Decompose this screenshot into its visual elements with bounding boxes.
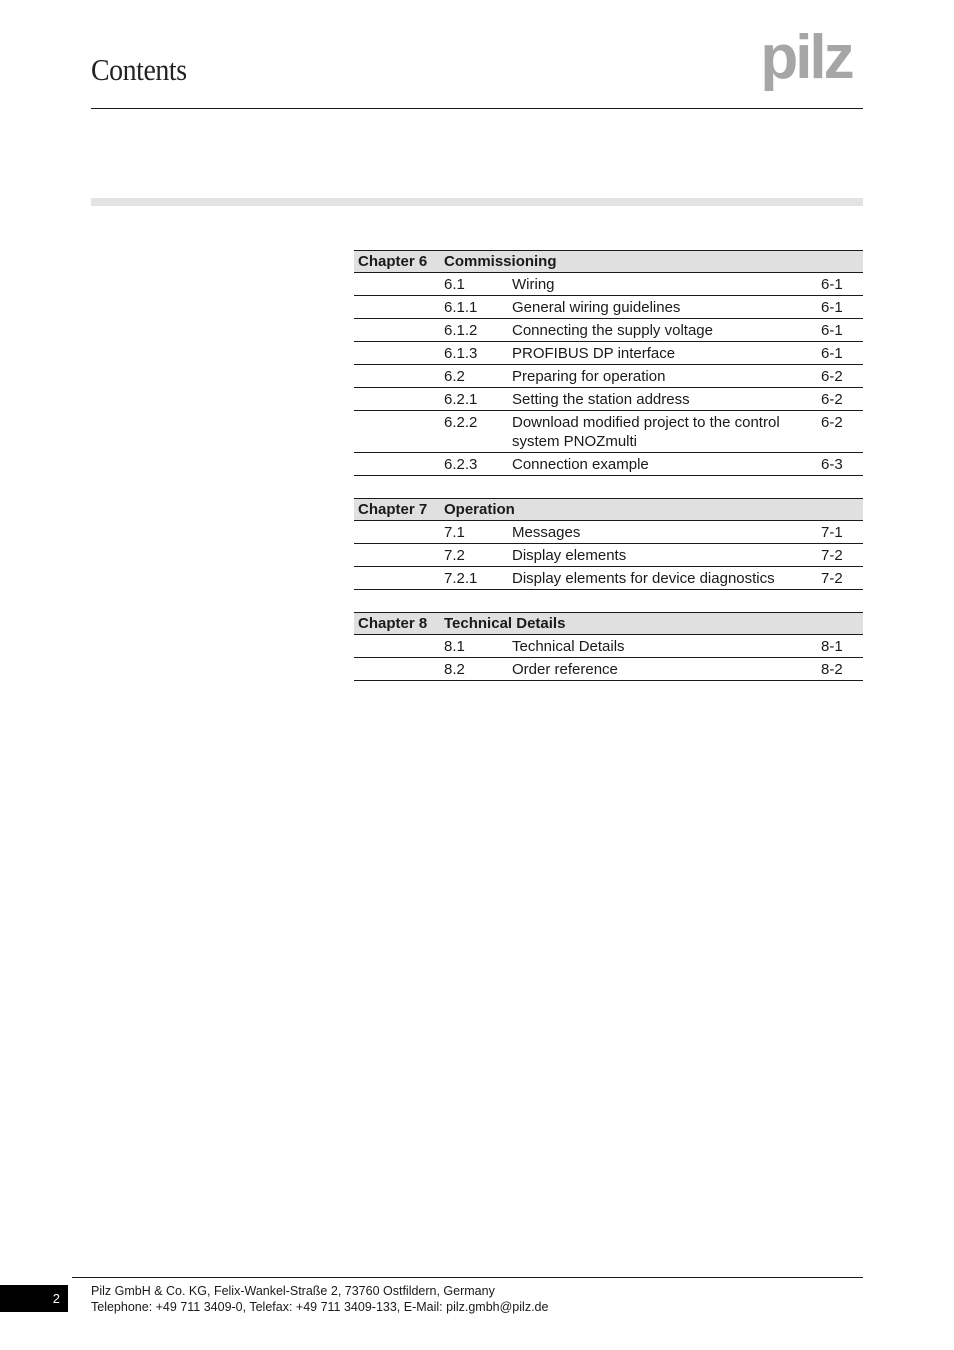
toc-entry — [354, 544, 863, 567]
entry-number: 7.2.1 — [444, 570, 478, 587]
chapter-label: Chapter 8 — [358, 615, 428, 632]
entry-page: 6-1 — [821, 276, 843, 293]
entry-title: PROFIBUS DP interface — [512, 345, 676, 362]
entry-title: General wiring guidelines — [512, 299, 681, 316]
entry-number: 8.1 — [444, 638, 465, 655]
table-of-contents — [354, 250, 863, 703]
entry-page: 6-3 — [821, 456, 843, 473]
entry-number: 6.1.1 — [444, 299, 478, 316]
entry-number: 6.1.2 — [444, 322, 478, 339]
header-divider — [91, 108, 863, 109]
entry-page: 7-1 — [821, 524, 843, 541]
entry-page: 6-2 — [821, 391, 843, 408]
chapter-section — [354, 498, 863, 590]
entry-number: 6.2.3 — [444, 456, 478, 473]
footer-address — [91, 1283, 548, 1315]
entry-number: 6.1.3 — [444, 345, 478, 362]
entry-title: Download modified project to the control system PNOZmulti — [512, 414, 780, 450]
entry-number: 6.2 — [444, 368, 465, 385]
entry-page: 7-2 — [821, 547, 843, 564]
toc-entry — [354, 521, 863, 544]
toc-entry — [354, 296, 863, 319]
entry-title: Messages — [512, 524, 581, 541]
chapter-title: Technical Details — [444, 615, 566, 632]
pilz-logo — [748, 26, 864, 94]
toc-entry — [354, 567, 863, 590]
toc-entry — [354, 411, 863, 453]
toc-entry — [354, 388, 863, 411]
entry-number: 8.2 — [444, 661, 465, 678]
entry-title: Preparing for operation — [512, 368, 666, 385]
toc-entry — [354, 342, 863, 365]
entry-title: Display elements for device diagnostics — [512, 570, 775, 587]
logo-text: pilz — [760, 26, 852, 92]
entry-page: 8-2 — [821, 661, 843, 678]
chapter-section — [354, 612, 863, 681]
toc-entry — [354, 365, 863, 388]
footer-line-1: Pilz GmbH & Co. KG, Felix-Wankel-Straße 2, 73760 Ostfildern, Germany — [91, 1284, 495, 1298]
entry-number: 6.2.2 — [444, 414, 478, 431]
section-band — [91, 198, 863, 206]
chapter-header — [354, 612, 863, 635]
entry-number: 7.1 — [444, 524, 465, 541]
entry-title: Display elements — [512, 547, 627, 564]
entry-number: 7.2 — [444, 547, 465, 564]
chapter-label: Chapter 6 — [358, 253, 428, 270]
chapter-title: Commissioning — [444, 253, 557, 270]
entry-page: 7-2 — [821, 570, 843, 587]
entry-page: 6-1 — [821, 322, 843, 339]
page-title: Contents — [91, 52, 187, 87]
entry-title: Connection example — [512, 456, 649, 473]
toc-entry — [354, 635, 863, 658]
entry-title: Order reference — [512, 661, 618, 678]
toc-entry — [354, 273, 863, 296]
chapter-title: Operation — [444, 501, 515, 518]
footer-line-2: Telephone: +49 711 3409-0, Telefax: +49 711 3409-133, E-Mail: pilz.gmbh@pilz.de — [91, 1300, 549, 1314]
entry-title: Connecting the supply voltage — [512, 322, 713, 339]
footer-divider — [72, 1277, 863, 1278]
chapter-header — [354, 498, 863, 521]
entry-title: Setting the station address — [512, 391, 690, 408]
chapter-header — [354, 250, 863, 273]
entry-number: 6.2.1 — [444, 391, 478, 408]
entry-page: 6-1 — [821, 345, 843, 362]
chapter-section — [354, 250, 863, 476]
entry-page: 6-1 — [821, 299, 843, 316]
toc-entry — [354, 658, 863, 681]
entry-page: 6-2 — [821, 414, 843, 431]
entry-page: 8-1 — [821, 638, 843, 655]
entry-page: 6-2 — [821, 368, 843, 385]
entry-title: Technical Details — [512, 638, 625, 655]
toc-entry — [354, 453, 863, 476]
chapter-label: Chapter 7 — [358, 501, 428, 518]
entry-number: 6.1 — [444, 276, 465, 293]
entry-title: Wiring — [512, 276, 555, 293]
toc-entry — [354, 319, 863, 342]
page-number: 2 — [0, 1285, 68, 1312]
